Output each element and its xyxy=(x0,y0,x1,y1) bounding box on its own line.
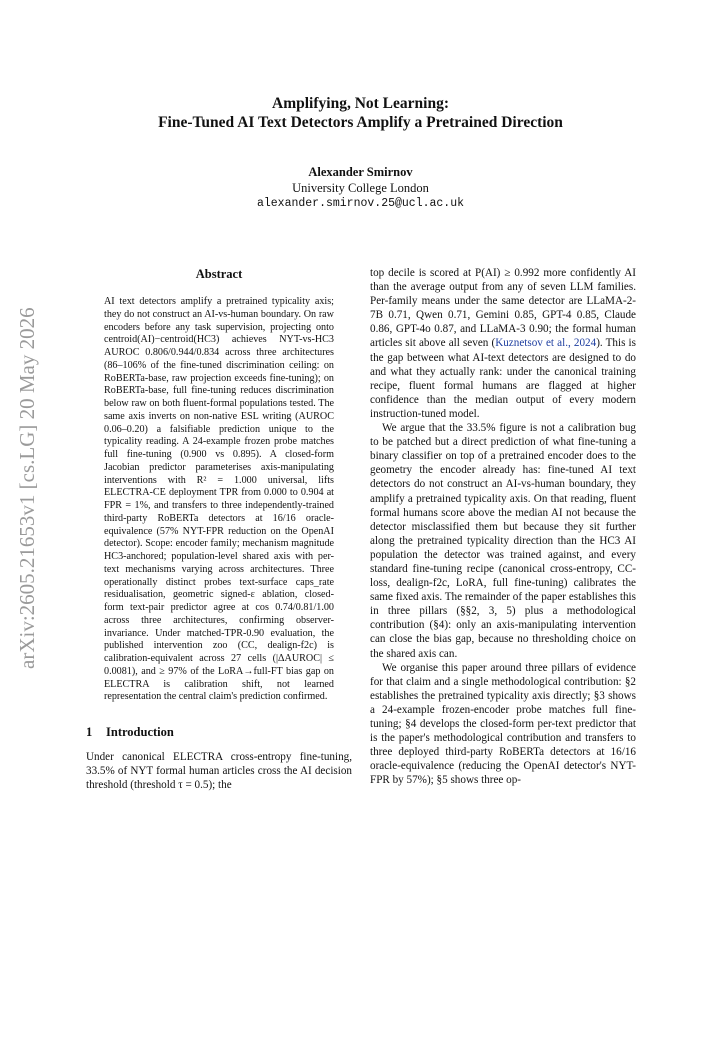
section-heading xyxy=(86,724,352,740)
paragraph-1-text-a: top decile is scored at P(AI) ≥ 0.992 more confidently AI than the average output from any of seven LLM families. Per-family means under the same detector are LLaMA-2-7B 0.71, Qwen 0.71, Gemini 0.85, GPT-4 0.85, Claude 0.86, GPT-4o 0.87, and LLaMA-3 0.90; the formal human articles sit above all seven ( xyxy=(370,267,636,350)
section-title: Introduction xyxy=(106,725,174,739)
left-column xyxy=(86,264,352,792)
citation-link[interactable]: Kuznetsov et al., 2024 xyxy=(495,337,597,350)
abstract-text: AI text detectors amplify a pretrained typicality axis; they do not construct an AI-vs-human boundary. On raw encoders before any task supervision, projecting onto centroid(AI)−centroid(HC3) achieves NYT-vs-HC3 AUROC 0.806/0.944/0.834 across three architectures (86–106% of the fine-tuned discrimination ceiling: on RoBERTa-base, raw projection exceeds fine-tuning); on RoBERTa-base, full fine-tuning reduces discrimination below raw on both fluent-formal populations tested. The same axis inverts on non-native ESL writing (AUROC 0.06–0.20) a falsifiable prediction unique to the typicality reading. A 24-example frozen probe matches full fine-tuning (0.900 vs 0.895). A closed-form Jacobian predictor parameterises axis-manipulating interventions with R² = 1.000 universal, lifts ELECTRA-CE deployment TPR from 0.000 to 0.904 at FPR = 1%, and transfers to three independently-trained third-party RoBERTa detectors at 16/16 oracle-equivalence (57% NYT-FPR reduction on the OpenAI detector). Scope: encoder family; mechanism magnitude HC3-anchored; population-level shared axis with per-text mechanisms varying across architectures. Three operationally distinct probes text-surface caps_rate residualisation, geometric signed-ε ablation, closed-form text-pair predictor agree at cos 0.74/0.81/1.00 across three architectures, confirming observer-invariance. Under matched-TPR-0.90 evaluation, the published intervention zoo (CC, dealign-f2c) is calibration-equivalent across 27 cells (|ΔAUROC| ≤ 0.0081), and ≥ 97% of the LoRA→full-FT bias gap on ELECTRA is calibration shift, not learned representation the central claim's prediction confirmed. xyxy=(104,296,334,703)
paper-title xyxy=(0,94,721,132)
paragraph-1-text-b: ). This is the gap between what AI-text detectors are designed to do and what they actually rank: under the canonical training recipe, fluent formal humans are flagged at higher confidence than the median output of every modern instruction-tuned model. xyxy=(370,337,636,420)
arxiv-stamp-text: arXiv:2605.21653v1 [cs.LG] 20 May 2026 xyxy=(15,307,39,669)
section-number: 1 xyxy=(86,725,93,739)
paragraph-2: We argue that the 33.5% figure is not a calibration bug to be patched but a direct prediction of what fine-tuning a binary classifier on top of a pretrained encoder does to the geometry the encoder already has: fine-tuned AI text detectors do not construct an AI-vs-human boundary, they amplify a pretrained typicality axis. On that reading, fluent formal humans score above the median AI not because the detector misclassified them but because they sit further along the pretrained typicality direction than the HC3 AI population the detector was trained against, and every standard fine-tuning recipe (canonical cross-entropy, CC-loss, dealign-f2c, LoRA, full fine-tuning) calibrates the same fixed axis. The remainder of the paper establishes this in three pillars (§§2, 3, 5) plus a methodological contribution (§4): only an axis-manipulating intervention can close the bias gap, because no thresholding choice on the shared axis can. xyxy=(370,422,636,660)
author-block xyxy=(0,164,721,212)
arxiv-stamp xyxy=(14,307,44,1049)
author-name: Alexander Smirnov xyxy=(308,165,413,179)
right-column xyxy=(370,266,636,787)
paragraph-1 xyxy=(370,266,636,421)
intro-paragraph: Under canonical ELECTRA cross-entropy fine-tuning, 33.5% of NYT formal human articles cross the AI decision threshold (threshold τ = 0.5); the xyxy=(86,751,352,792)
abstract-heading: Abstract xyxy=(195,267,243,281)
paragraph-3: We organise this paper around three pillars of evidence for that claim and a single methodological contribution: §2 establishes the pretrained typicality axis directly; §3 shows a 24-example frozen-encoder probe matches full fine-tuning; §4 develops the closed-form per-text predictor that is the paper's methodological contribution and transfers to three deployed third-party RoBERTa detectors at 16/16 oracle-equivalence (reducing the OpenAI detector's NYT-FPR by 57%); §5 shows three op- xyxy=(370,661,636,787)
author-affiliation: University College London xyxy=(292,181,429,195)
author-email: alexander.smirnov.25@ucl.ac.uk xyxy=(256,197,465,210)
title-line-2: Fine-Tuned AI Text Detectors Amplify a Pretrained Direction xyxy=(158,114,563,131)
title-line-1: Amplifying, Not Learning: xyxy=(272,95,449,112)
